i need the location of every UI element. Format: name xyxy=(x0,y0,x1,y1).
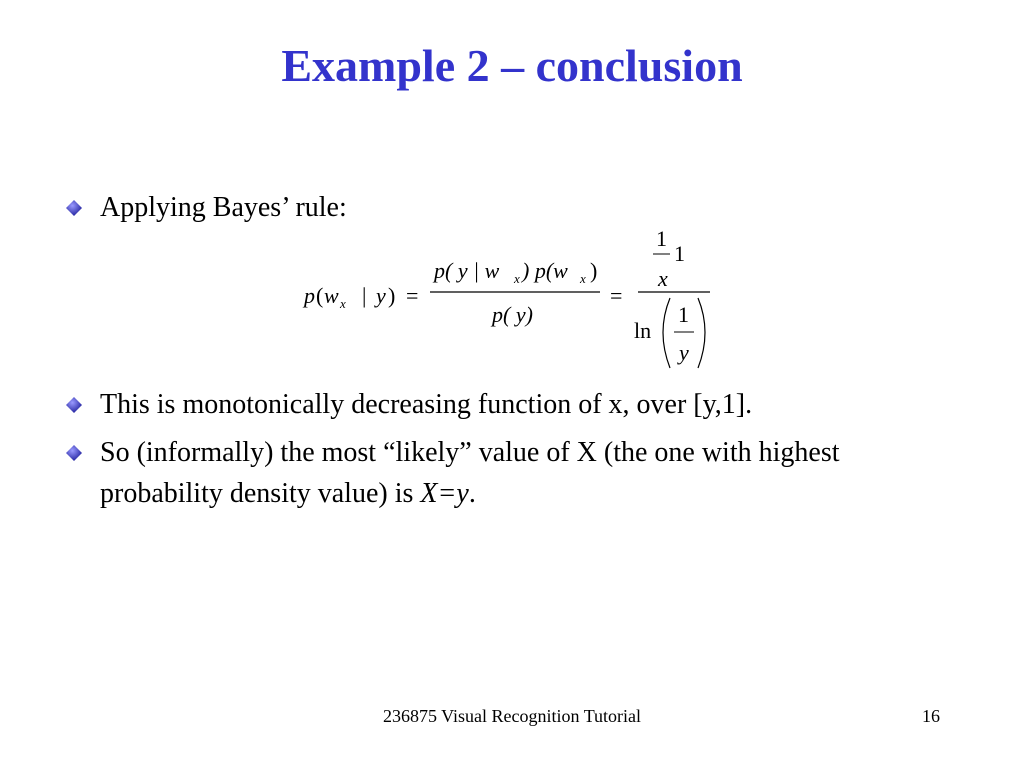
bayes-formula xyxy=(300,226,720,376)
footer-course: 236875 Visual Recognition Tutorial xyxy=(382,706,642,726)
diamond-bullet-icon xyxy=(60,187,100,228)
formula-den1: p( y) xyxy=(492,302,533,327)
formula-lhs-sub: x xyxy=(340,296,346,311)
bullet-item-3 xyxy=(60,432,940,514)
footer-page-number: 16 xyxy=(922,706,940,726)
bullet-item-2 xyxy=(60,384,940,425)
diamond-bullet-icon xyxy=(60,432,100,473)
formula-lhs-bar: | xyxy=(362,283,367,308)
slide-title: Example 2 – conclusion xyxy=(281,40,743,91)
bullet-text-1: Applying Bayes’ rule: xyxy=(100,192,347,223)
bullet-text-3-math: X=y xyxy=(420,478,469,509)
formula-num1-sub: x xyxy=(514,271,520,286)
formula-num1: p( y | w xyxy=(434,258,500,283)
formula-num2-top: 1 xyxy=(656,226,667,251)
bullet-text-3-suffix: . xyxy=(468,478,476,509)
bullet-text-3 xyxy=(100,432,940,514)
formula-num2-x: x xyxy=(658,266,668,291)
formula-right-paren xyxy=(698,298,705,368)
bullet-text-2: This is monotonically decreasing function of x, over [y,1]. xyxy=(100,389,753,420)
formula-eq1: = xyxy=(406,283,419,308)
formula-left-paren xyxy=(663,298,670,368)
bullet-text-3-prefix: So (informally) the most “likely” value of X (the one with highest probability density value) is xyxy=(100,437,840,509)
formula-eq2: = xyxy=(610,283,623,308)
formula-den2-one: 1 xyxy=(678,302,689,327)
formula-num1-end: ) xyxy=(590,258,598,283)
formula-den2-y: y xyxy=(679,340,689,365)
diamond-bullet-icon xyxy=(60,384,100,425)
formula-num2-right: 1 xyxy=(674,241,685,266)
formula-lhs-close: ) xyxy=(388,283,396,308)
formula-lhs-open: ( xyxy=(316,283,324,308)
formula-num1-mid: ) p(w xyxy=(522,258,568,283)
formula-lhs-w: w xyxy=(324,283,339,308)
bullet-item-1 xyxy=(60,187,940,228)
formula-den2-ln: ln xyxy=(634,318,652,343)
formula-lhs-y: y xyxy=(376,283,386,308)
formula-num1-sub2: x xyxy=(580,271,586,286)
formula-lhs-p: p xyxy=(304,283,315,308)
